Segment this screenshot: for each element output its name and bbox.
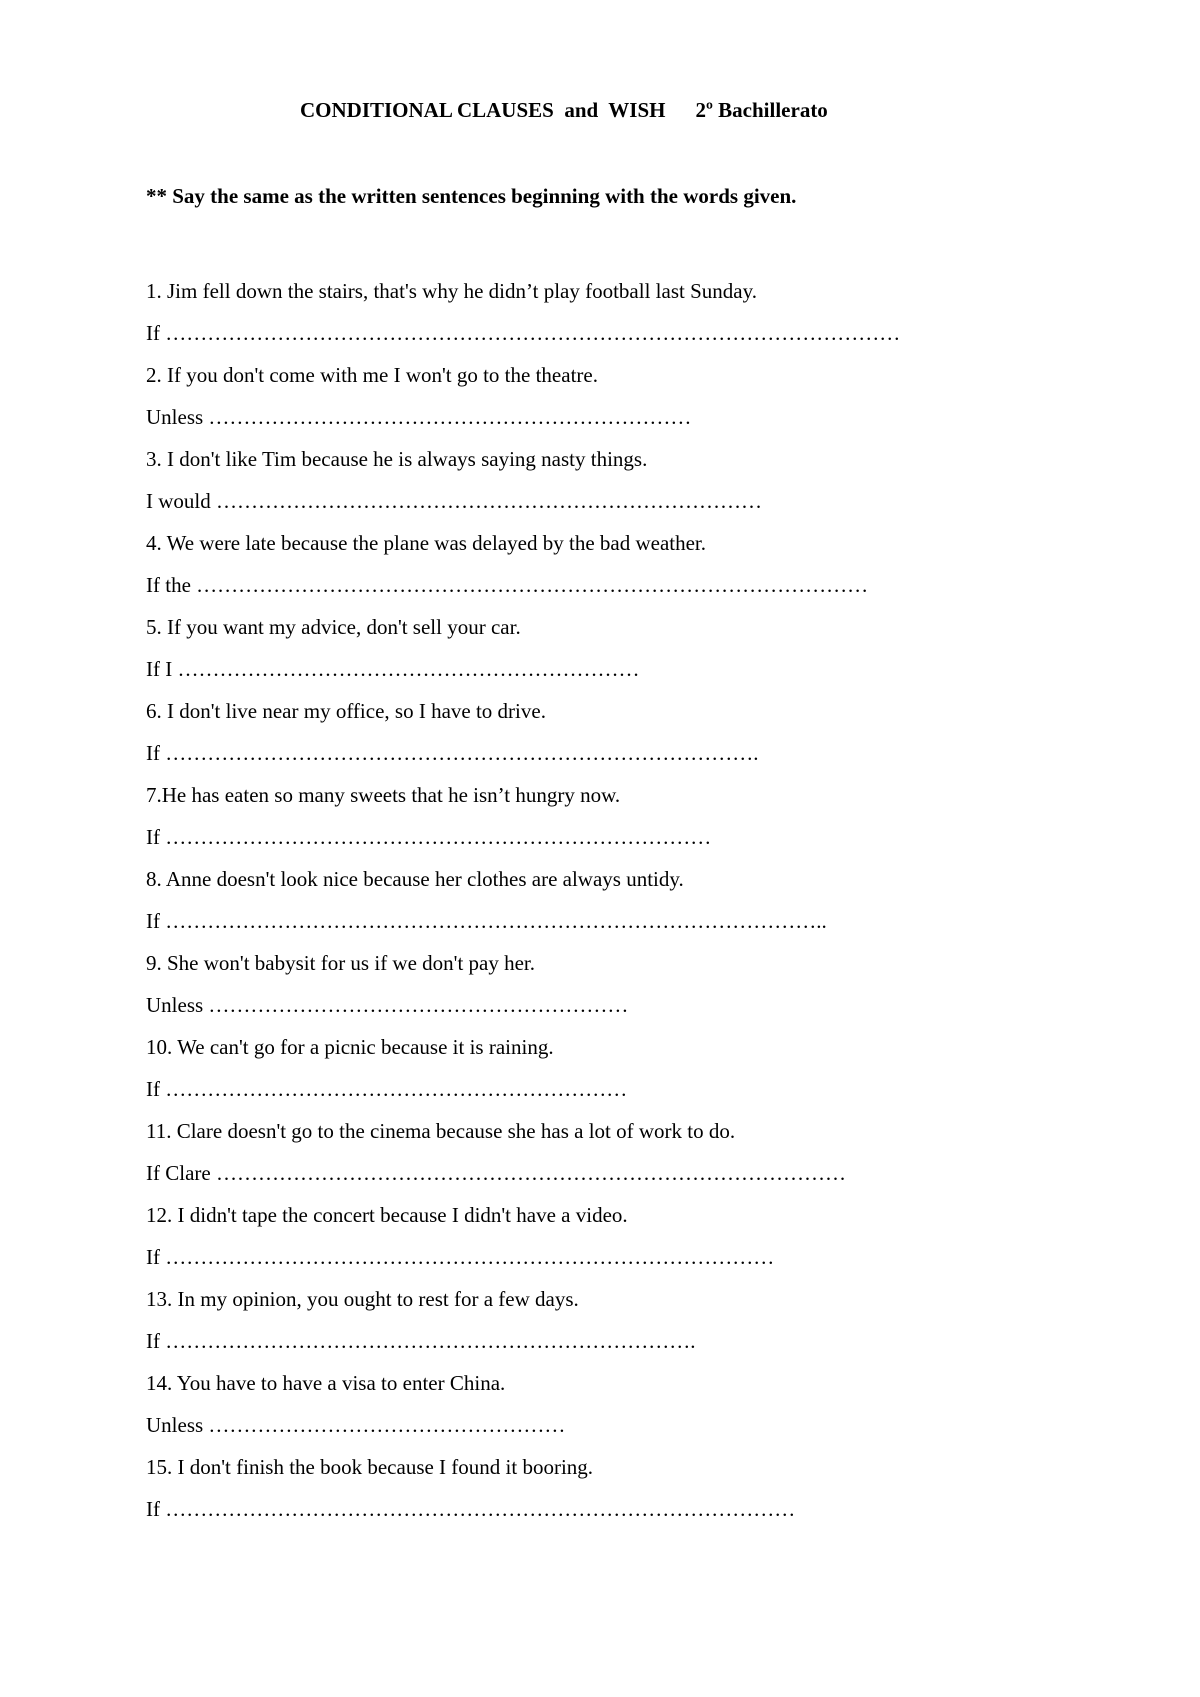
exercise-sentence: 9. She won't babysit for us if we don't pay her. bbox=[146, 951, 536, 975]
exercise-15 bbox=[146, 1446, 900, 1530]
exercise-sentence: 13. In my opinion, you ought to rest for a few days. bbox=[146, 1287, 579, 1311]
instruction-text: ** Say the same as the written sentences beginning with the words given. bbox=[146, 184, 797, 208]
answer-line: If …………………………………………………………………………. bbox=[146, 741, 759, 765]
exercise-sentence: 14. You have to have a visa to enter China. bbox=[146, 1371, 506, 1395]
exercise-6 bbox=[146, 690, 900, 774]
exercise-3 bbox=[146, 438, 900, 522]
exercise-9 bbox=[146, 942, 900, 1026]
answer-line: If ………………………………………………………… bbox=[146, 1077, 628, 1101]
answer-line: Unless …………………………………………………… bbox=[146, 993, 629, 1017]
exercise-12 bbox=[146, 1194, 900, 1278]
exercise-10 bbox=[146, 1026, 900, 1110]
exercise-sentence: 5. If you want my advice, don't sell your car. bbox=[146, 615, 521, 639]
answer-line: Unless …………………………………………… bbox=[146, 1413, 566, 1437]
exercise-7 bbox=[146, 774, 900, 858]
answer-line: If …………………………………………………………………… bbox=[146, 825, 712, 849]
exercise-5 bbox=[146, 606, 900, 690]
answer-line: If …………………………………………………………………………… bbox=[146, 1245, 775, 1269]
exercise-sentence: 3. I don't like Tim because he is always saying nasty things. bbox=[146, 447, 648, 471]
answer-line: If …………………………………………………………………………………………… bbox=[146, 321, 901, 345]
exercise-sentence: 1. Jim fell down the stairs, that's why he didn’t play football last Sunday. bbox=[146, 279, 757, 303]
answer-line: If …………………………………………………………………. bbox=[146, 1329, 696, 1353]
exercise-sentence: 8. Anne doesn't look nice because her clothes are always untidy. bbox=[146, 867, 684, 891]
course-level: 2º Bachillerato bbox=[695, 98, 828, 122]
answer-line: If ………………………………………………………………………………….. bbox=[146, 909, 827, 933]
answer-line: If I ………………………………………………………… bbox=[146, 657, 640, 681]
exercise-sentence: 12. I didn't tape the concert because I didn't have a video. bbox=[146, 1203, 628, 1227]
exercise-8 bbox=[146, 858, 900, 942]
exercise-sentence: 6. I don't live near my office, so I have to drive. bbox=[146, 699, 546, 723]
answer-line: Unless …………………………………………………………… bbox=[146, 405, 692, 429]
answer-line: I would …………………………………………………………………… bbox=[146, 489, 762, 513]
exercise-sentence: 15. I don't finish the book because I found it booring. bbox=[146, 1455, 594, 1479]
answer-line: If the …………………………………………………………………………………… bbox=[146, 573, 869, 597]
worksheet-title bbox=[300, 100, 828, 121]
exercise-2 bbox=[146, 354, 900, 438]
answer-line: If Clare ……………………………………………………………………………… bbox=[146, 1161, 846, 1185]
exercise-list bbox=[146, 270, 900, 1530]
exercise-sentence: 10. We can't go for a picnic because it is raining. bbox=[146, 1035, 554, 1059]
exercise-sentence: 4. We were late because the plane was delayed by the bad weather. bbox=[146, 531, 707, 555]
answer-line: If ……………………………………………………………………………… bbox=[146, 1497, 796, 1521]
exercise-sentence: 7.He has eaten so many sweets that he isn’t hungry now. bbox=[146, 783, 621, 807]
title-text: CONDITIONAL CLAUSES and WISH bbox=[300, 98, 666, 122]
exercise-13 bbox=[146, 1278, 900, 1362]
exercise-sentence: 11. Clare doesn't go to the cinema because she has a lot of work to do. bbox=[146, 1119, 736, 1143]
exercise-sentence: 2. If you don't come with me I won't go to the theatre. bbox=[146, 363, 598, 387]
exercise-11 bbox=[146, 1110, 900, 1194]
exercise-14 bbox=[146, 1362, 900, 1446]
exercise-1 bbox=[146, 270, 900, 354]
exercise-4 bbox=[146, 522, 900, 606]
